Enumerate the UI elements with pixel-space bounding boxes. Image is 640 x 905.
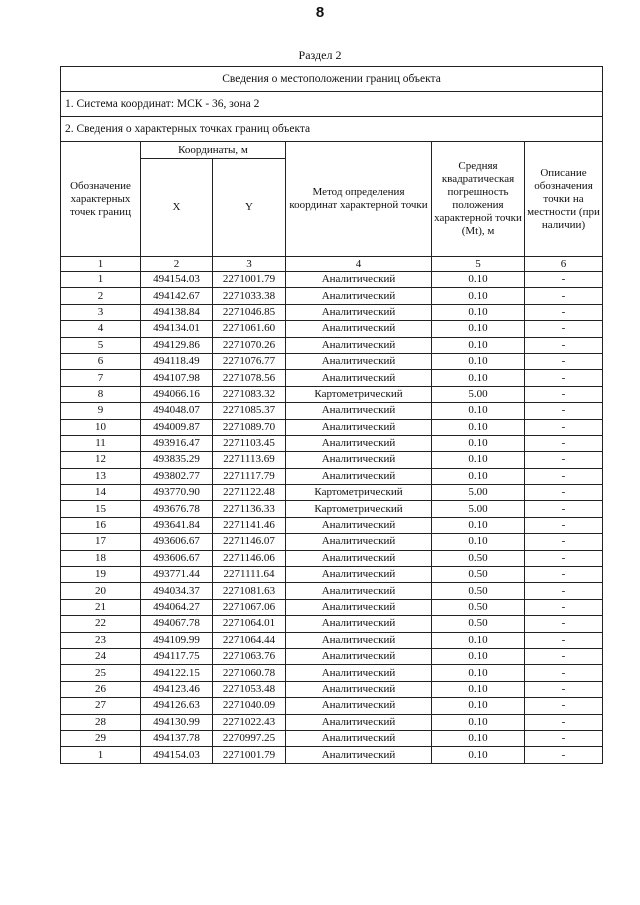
mean-error-cell: 0.10 [432,632,525,648]
point-id-cell: 29 [61,730,141,746]
mean-error-cell: 0.10 [432,337,525,353]
mean-error-cell: 0.50 [432,583,525,599]
description-cell: - [525,403,603,419]
point-id-cell: 5 [61,337,141,353]
header-description: Описание обозначения точки на местности (при наличии) [525,142,603,257]
mean-error-cell: 0.10 [432,665,525,681]
description-cell: - [525,321,603,337]
x-coordinate-cell: 494142.67 [141,288,213,304]
x-coordinate-cell: 493676.78 [141,501,213,517]
point-id-cell: 25 [61,665,141,681]
description-cell: - [525,452,603,468]
point-id-cell: 14 [61,485,141,501]
y-coordinate-cell: 2271146.07 [213,534,286,550]
x-coordinate-cell: 493916.47 [141,435,213,451]
table-row [61,321,603,337]
point-id-cell: 9 [61,403,141,419]
method-cell: Аналитический [286,288,432,304]
section-title: Раздел 2 [298,48,342,62]
x-coordinate-cell: 494064.27 [141,599,213,615]
method-cell: Аналитический [286,534,432,550]
y-coordinate-cell: 2271033.38 [213,288,286,304]
method-cell: Аналитический [286,632,432,648]
table-title: Сведения о местоположении границ объекта [61,67,603,92]
method-cell: Аналитический [286,714,432,730]
method-cell: Аналитический [286,353,432,369]
x-coordinate-cell: 493606.67 [141,550,213,566]
method-cell: Картометрический [286,386,432,402]
table-row [61,272,603,288]
mean-error-cell: 0.10 [432,370,525,386]
point-id-cell: 6 [61,353,141,369]
table-row [61,648,603,664]
point-id-cell: 26 [61,681,141,697]
point-id-cell: 19 [61,567,141,583]
y-coordinate-cell: 2271040.09 [213,698,286,714]
mean-error-cell: 0.10 [432,419,525,435]
column-number-row [61,257,603,272]
x-coordinate-cell: 494138.84 [141,304,213,320]
x-coordinate-cell: 494067.78 [141,616,213,632]
method-cell: Аналитический [286,567,432,583]
method-cell: Аналитический [286,616,432,632]
description-cell: - [525,272,603,288]
table-row [61,517,603,533]
y-coordinate-cell: 2271001.79 [213,747,286,763]
header-point: Обозначение характерных точек границ [61,142,141,257]
mean-error-cell: 0.10 [432,272,525,288]
description-cell: - [525,665,603,681]
column-number: 6 [525,257,603,272]
y-coordinate-cell: 2271076.77 [213,353,286,369]
description-cell: - [525,550,603,566]
header-x: X [141,159,213,257]
y-coordinate-cell: 2271078.56 [213,370,286,386]
mean-error-cell: 0.10 [432,747,525,763]
method-cell: Аналитический [286,583,432,599]
description-cell: - [525,714,603,730]
x-coordinate-cell: 494118.49 [141,353,213,369]
y-coordinate-cell: 2271117.79 [213,468,286,484]
y-coordinate-cell: 2271122.48 [213,485,286,501]
y-coordinate-cell: 2271067.06 [213,599,286,615]
point-id-cell: 28 [61,714,141,730]
mean-error-cell: 0.10 [432,730,525,746]
table-row [61,583,603,599]
x-coordinate-cell: 494126.63 [141,698,213,714]
point-id-cell: 21 [61,599,141,615]
x-coordinate-cell: 494107.98 [141,370,213,386]
method-cell: Аналитический [286,321,432,337]
description-cell: - [525,288,603,304]
header-y: Y [213,159,286,257]
method-cell: Аналитический [286,468,432,484]
point-id-cell: 3 [61,304,141,320]
method-cell: Аналитический [286,681,432,697]
y-coordinate-cell: 2271070.26 [213,337,286,353]
x-coordinate-cell: 493770.90 [141,485,213,501]
y-coordinate-cell: 2271064.44 [213,632,286,648]
mean-error-cell: 0.50 [432,616,525,632]
description-cell: - [525,501,603,517]
description-cell: - [525,419,603,435]
method-cell: Аналитический [286,747,432,763]
description-cell: - [525,370,603,386]
description-cell: - [525,485,603,501]
description-cell: - [525,517,603,533]
point-id-cell: 24 [61,648,141,664]
x-coordinate-cell: 494066.16 [141,386,213,402]
point-id-cell: 8 [61,386,141,402]
mean-error-cell: 0.10 [432,698,525,714]
mean-error-cell: 0.10 [432,452,525,468]
y-coordinate-cell: 2270997.25 [213,730,286,746]
x-coordinate-cell: 493835.29 [141,452,213,468]
y-coordinate-cell: 2271103.45 [213,435,286,451]
header-method: Метод определения координат характерной точки [286,142,432,257]
table-row [61,665,603,681]
x-coordinate-cell: 493641.84 [141,517,213,533]
mean-error-cell: 0.10 [432,468,525,484]
description-cell: - [525,632,603,648]
x-coordinate-cell: 494122.15 [141,665,213,681]
mean-error-cell: 0.10 [432,534,525,550]
page-number: 8 [315,4,325,21]
y-coordinate-cell: 2271064.01 [213,616,286,632]
description-cell: - [525,435,603,451]
y-coordinate-cell: 2271001.79 [213,272,286,288]
table-row [61,452,603,468]
table-row [61,353,603,369]
x-coordinate-cell: 494048.07 [141,403,213,419]
mean-error-cell: 0.10 [432,517,525,533]
x-coordinate-cell: 494130.99 [141,714,213,730]
point-id-cell: 23 [61,632,141,648]
x-coordinate-cell: 494154.03 [141,747,213,763]
method-cell: Аналитический [286,337,432,353]
method-cell: Аналитический [286,435,432,451]
y-coordinate-cell: 2271081.63 [213,583,286,599]
table-row [61,370,603,386]
table-row [61,485,603,501]
point-id-cell: 27 [61,698,141,714]
description-cell: - [525,583,603,599]
method-cell: Аналитический [286,272,432,288]
column-number: 2 [141,257,213,272]
method-cell: Аналитический [286,665,432,681]
description-cell: - [525,648,603,664]
point-id-cell: 22 [61,616,141,632]
mean-error-cell: 0.10 [432,288,525,304]
table-row [61,386,603,402]
y-coordinate-cell: 2271022.43 [213,714,286,730]
point-id-cell: 1 [61,747,141,763]
description-cell: - [525,616,603,632]
table-row [61,550,603,566]
mean-error-cell: 0.10 [432,714,525,730]
mean-error-cell: 5.00 [432,485,525,501]
x-coordinate-cell: 493771.44 [141,567,213,583]
column-number: 4 [286,257,432,272]
x-coordinate-cell: 494123.46 [141,681,213,697]
x-coordinate-cell: 493606.67 [141,534,213,550]
y-coordinate-cell: 2271113.69 [213,452,286,468]
boundary-points-table [60,66,603,764]
table-row [61,288,603,304]
mean-error-cell: 0.10 [432,403,525,419]
x-coordinate-cell: 494154.03 [141,272,213,288]
point-id-cell: 2 [61,288,141,304]
point-id-cell: 15 [61,501,141,517]
method-cell: Аналитический [286,730,432,746]
table-row [61,599,603,615]
y-coordinate-cell: 2271060.78 [213,665,286,681]
mean-error-cell: 0.10 [432,681,525,697]
x-coordinate-cell: 494129.86 [141,337,213,353]
table-row [61,616,603,632]
method-cell: Аналитический [286,403,432,419]
table-row [61,681,603,697]
y-coordinate-cell: 2271083.32 [213,386,286,402]
point-id-cell: 12 [61,452,141,468]
table-row [61,501,603,517]
mean-error-cell: 0.10 [432,353,525,369]
method-cell: Аналитический [286,599,432,615]
x-coordinate-cell: 494134.01 [141,321,213,337]
table-row [61,534,603,550]
point-id-cell: 11 [61,435,141,451]
description-cell: - [525,567,603,583]
table-row [61,714,603,730]
point-id-cell: 4 [61,321,141,337]
x-coordinate-cell: 494034.37 [141,583,213,599]
header-coordinates: Координаты, м [141,142,286,159]
mean-error-cell: 0.50 [432,599,525,615]
x-coordinate-cell: 493802.77 [141,468,213,484]
table-row [61,730,603,746]
mean-error-cell: 0.10 [432,304,525,320]
method-cell: Аналитический [286,304,432,320]
column-number: 5 [432,257,525,272]
table-row [61,403,603,419]
point-id-cell: 18 [61,550,141,566]
mean-error-cell: 5.00 [432,501,525,517]
description-cell: - [525,304,603,320]
description-cell: - [525,353,603,369]
header-error: Средняя квадратическая погрешность положения характерной точки (Mt), м [432,142,525,257]
mean-error-cell: 5.00 [432,386,525,402]
method-cell: Картометрический [286,501,432,517]
method-cell: Аналитический [286,698,432,714]
description-cell: - [525,698,603,714]
table-header [61,67,603,272]
description-cell: - [525,730,603,746]
method-cell: Аналитический [286,419,432,435]
method-cell: Аналитический [286,517,432,533]
y-coordinate-cell: 2271089.70 [213,419,286,435]
method-cell: Аналитический [286,452,432,468]
y-coordinate-cell: 2271053.48 [213,681,286,697]
x-coordinate-cell: 494117.75 [141,648,213,664]
y-coordinate-cell: 2271146.06 [213,550,286,566]
description-cell: - [525,386,603,402]
table-row [61,632,603,648]
mean-error-cell: 0.10 [432,435,525,451]
mean-error-cell: 0.10 [432,648,525,664]
y-coordinate-cell: 2271111.64 [213,567,286,583]
x-coordinate-cell: 494137.78 [141,730,213,746]
x-coordinate-cell: 494009.87 [141,419,213,435]
mean-error-cell: 0.50 [432,550,525,566]
column-number: 1 [61,257,141,272]
method-cell: Аналитический [286,550,432,566]
y-coordinate-cell: 2271136.33 [213,501,286,517]
table-row [61,698,603,714]
mean-error-cell: 0.10 [432,321,525,337]
table-row [61,435,603,451]
y-coordinate-cell: 2271085.37 [213,403,286,419]
point-id-cell: 17 [61,534,141,550]
description-cell: - [525,599,603,615]
description-cell: - [525,534,603,550]
method-cell: Картометрический [286,485,432,501]
description-cell: - [525,747,603,763]
description-cell: - [525,468,603,484]
y-coordinate-cell: 2271046.85 [213,304,286,320]
column-number: 3 [213,257,286,272]
point-id-cell: 20 [61,583,141,599]
table-row [61,419,603,435]
description-cell: - [525,337,603,353]
y-coordinate-cell: 2271061.60 [213,321,286,337]
table-row [61,468,603,484]
description-cell: - [525,681,603,697]
table-row [61,304,603,320]
table-body [61,272,603,764]
x-coordinate-cell: 494109.99 [141,632,213,648]
point-id-cell: 13 [61,468,141,484]
point-id-cell: 10 [61,419,141,435]
point-id-cell: 1 [61,272,141,288]
y-coordinate-cell: 2271063.76 [213,648,286,664]
table-row [61,747,603,763]
point-id-cell: 7 [61,370,141,386]
table-row [61,567,603,583]
y-coordinate-cell: 2271141.46 [213,517,286,533]
method-cell: Аналитический [286,648,432,664]
points-caption: 2. Сведения о характерных точках границ объекта [61,117,603,142]
coordinate-system: 1. Система координат: МСК - 36, зона 2 [61,92,603,117]
mean-error-cell: 0.50 [432,567,525,583]
table-row [61,337,603,353]
point-id-cell: 16 [61,517,141,533]
method-cell: Аналитический [286,370,432,386]
